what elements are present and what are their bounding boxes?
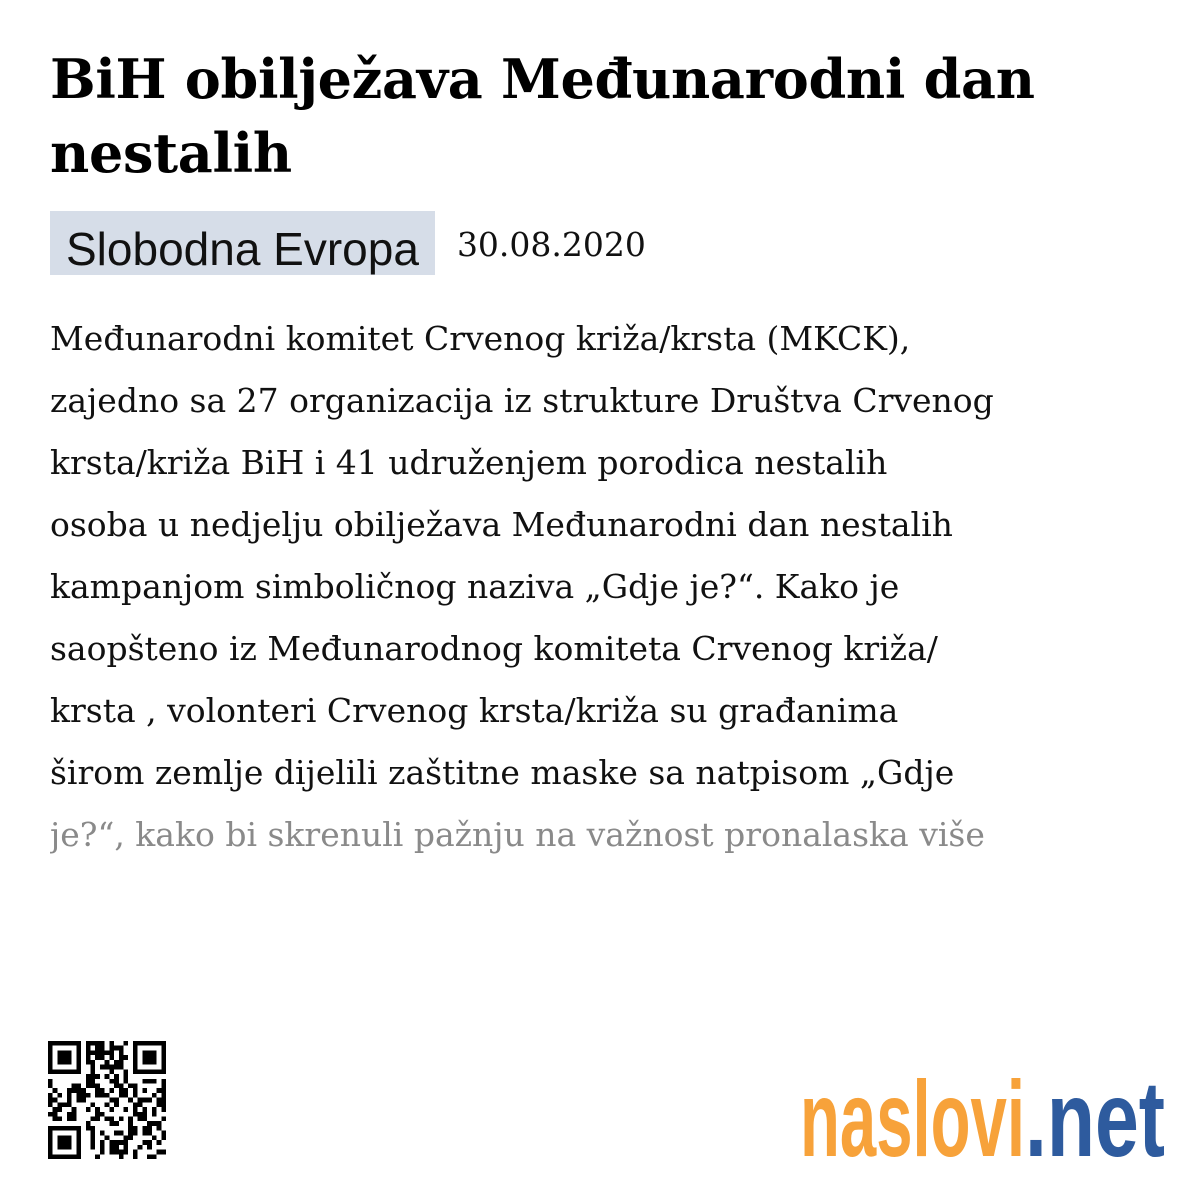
article-title: BiH obilježava Međunarodni dan nestalih — [50, 47, 1035, 185]
article-line: osoba u nedjelju obilježava Međunarodni dan nestalih — [50, 505, 953, 544]
article-line: širom zemlje dijelili zaštitne maske sa natpisom „Gdje — [50, 753, 955, 792]
article-line: krsta/križa BiH i 41 udruženjem porodica nestalih — [50, 443, 888, 482]
article-line: kampanjom simboličnog naziva „Gdje je?“. Kako je — [50, 567, 900, 606]
logo-text-net: .net — [1025, 1058, 1165, 1172]
naslovi-net-logo[interactable] — [800, 1052, 1170, 1172]
publish-date: 30.08.2020 — [456, 225, 646, 264]
article-line: zajedno sa 27 organizacija iz strukture Društva Crvenog — [50, 381, 994, 420]
article-meta — [50, 211, 646, 283]
article-line: Međunarodni komitet Crvenog križa/krsta (MKCK), — [50, 319, 911, 358]
article-line-faded: je?“, kako bi skrenuli pažnju na važnost pronalaska više — [50, 815, 985, 854]
source-badge[interactable]: Slobodna Evropa — [50, 211, 435, 275]
qr-code-icon[interactable] — [48, 1038, 166, 1162]
article-line: krsta , volonteri Crvenog krsta/križa su građanima — [50, 691, 899, 730]
logo-text-naslovi: naslovi — [800, 1058, 1025, 1172]
article-line: saopšteno iz Međunarodnog komiteta Crvenog križa/ — [50, 629, 938, 668]
article-body — [50, 308, 1160, 878]
